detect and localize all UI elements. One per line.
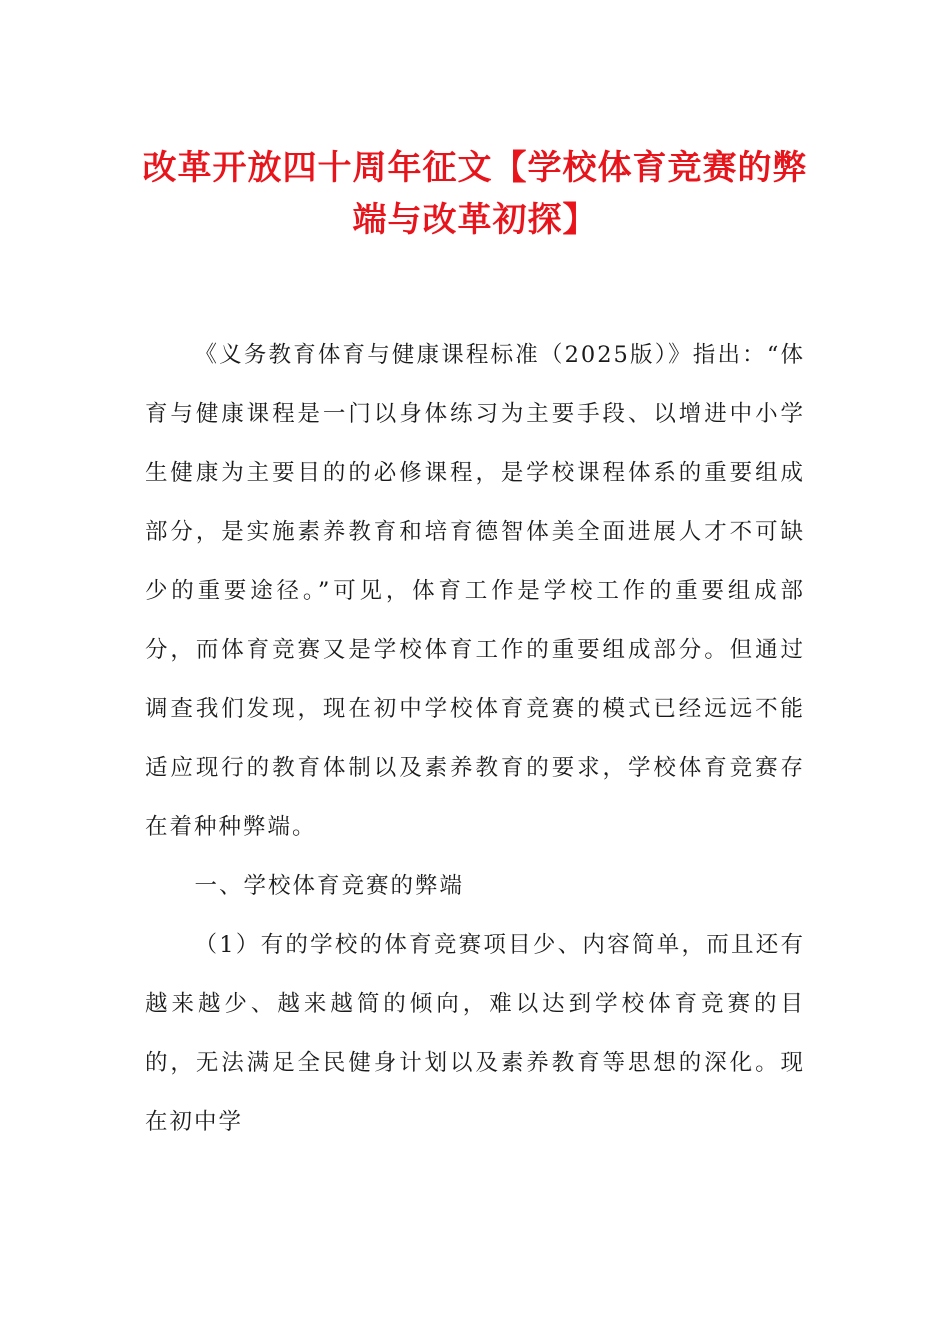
paragraph-item-1: （1）有的学校的体育竞赛项目少、内容简单，而且还有越来越少、越来越简的倾向，难以达到学校体育竞赛的目的，无法满足全民健身计划以及素养教育等思想的深化。现在初中学 (145, 932, 805, 1135)
paragraph-intro: 《义务教育体育与健康课程标准（2025版）》指出：“体育与健康课程是一门以身体练习为主要手段、以增进中小学生健康为主要目的的必修课程，是学校课程体系的重要组成部分，是实施素养教育和培育德智体美全面进展人才不可缺少的重要途径。”可见，体育工作是学校工作的重要组成部分，而体育竞赛又是学校体育工作的重要组成部分。但通过调查我们发现，现在初中学校体育竞赛的模式已经远远不能适应现行的教育体制以及素养教育的要求，学校体育竞赛存在着种种弊端。 (145, 342, 805, 840)
document-body (145, 326, 805, 1152)
section-heading: 一、学校体育竞赛的弊端 (194, 873, 465, 899)
document-title: 改革开放四十周年征文【学校体育竞赛的弊端与改革初探】 (142, 148, 808, 240)
